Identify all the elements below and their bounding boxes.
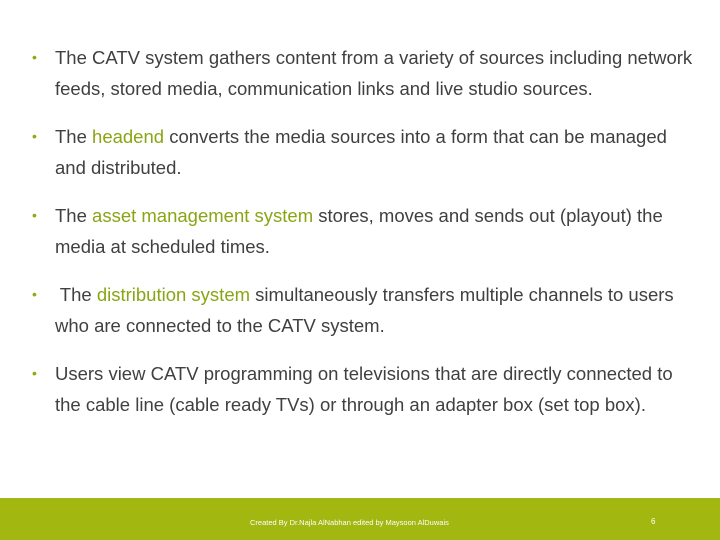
page-number: 6 [651,517,656,526]
bullet-item [30,42,700,104]
bullet-dot-icon: • [32,286,37,302]
bullet-list [30,42,700,437]
bullet-text-before: The [55,126,93,147]
footer-bar [0,498,720,540]
bullet-item [30,200,700,262]
footer-credit: Created By Dr.Najla AlNabhan edited by Maysoon AlDuwais [250,518,449,527]
highlight-term: distribution system [96,284,251,305]
bullet-dot-icon: • [32,207,37,223]
bullet-item [30,279,700,341]
bullet-text-before: The [55,205,93,226]
bullet-dot-icon: • [32,49,37,65]
bullet-text: The CATV system gathers content from a variety of sources including network feeds, stored media, communication links and live studio sources. [55,47,693,99]
bullet-item [30,358,700,420]
bullet-item [30,121,700,183]
highlight-term: asset management system [92,205,314,226]
bullet-dot-icon: • [32,128,37,144]
bullet-dot-icon: • [32,365,37,381]
bullet-text-before: The [55,284,97,305]
bullet-text-after: simultaneously transfers multiple channels to users who are connected to the CATV system. [55,284,674,336]
bullet-text-after: converts the media sources into a form that can be managed and distributed. [55,126,667,178]
bullet-text-after: stores, moves and sends out (playout) the media at scheduled times. [55,205,663,257]
bullet-text: Users view CATV programming on televisions that are directly connected to the cable line (cable ready TVs) or through an adapter box (set top box). [55,363,673,415]
highlight-term: headend [92,126,165,147]
